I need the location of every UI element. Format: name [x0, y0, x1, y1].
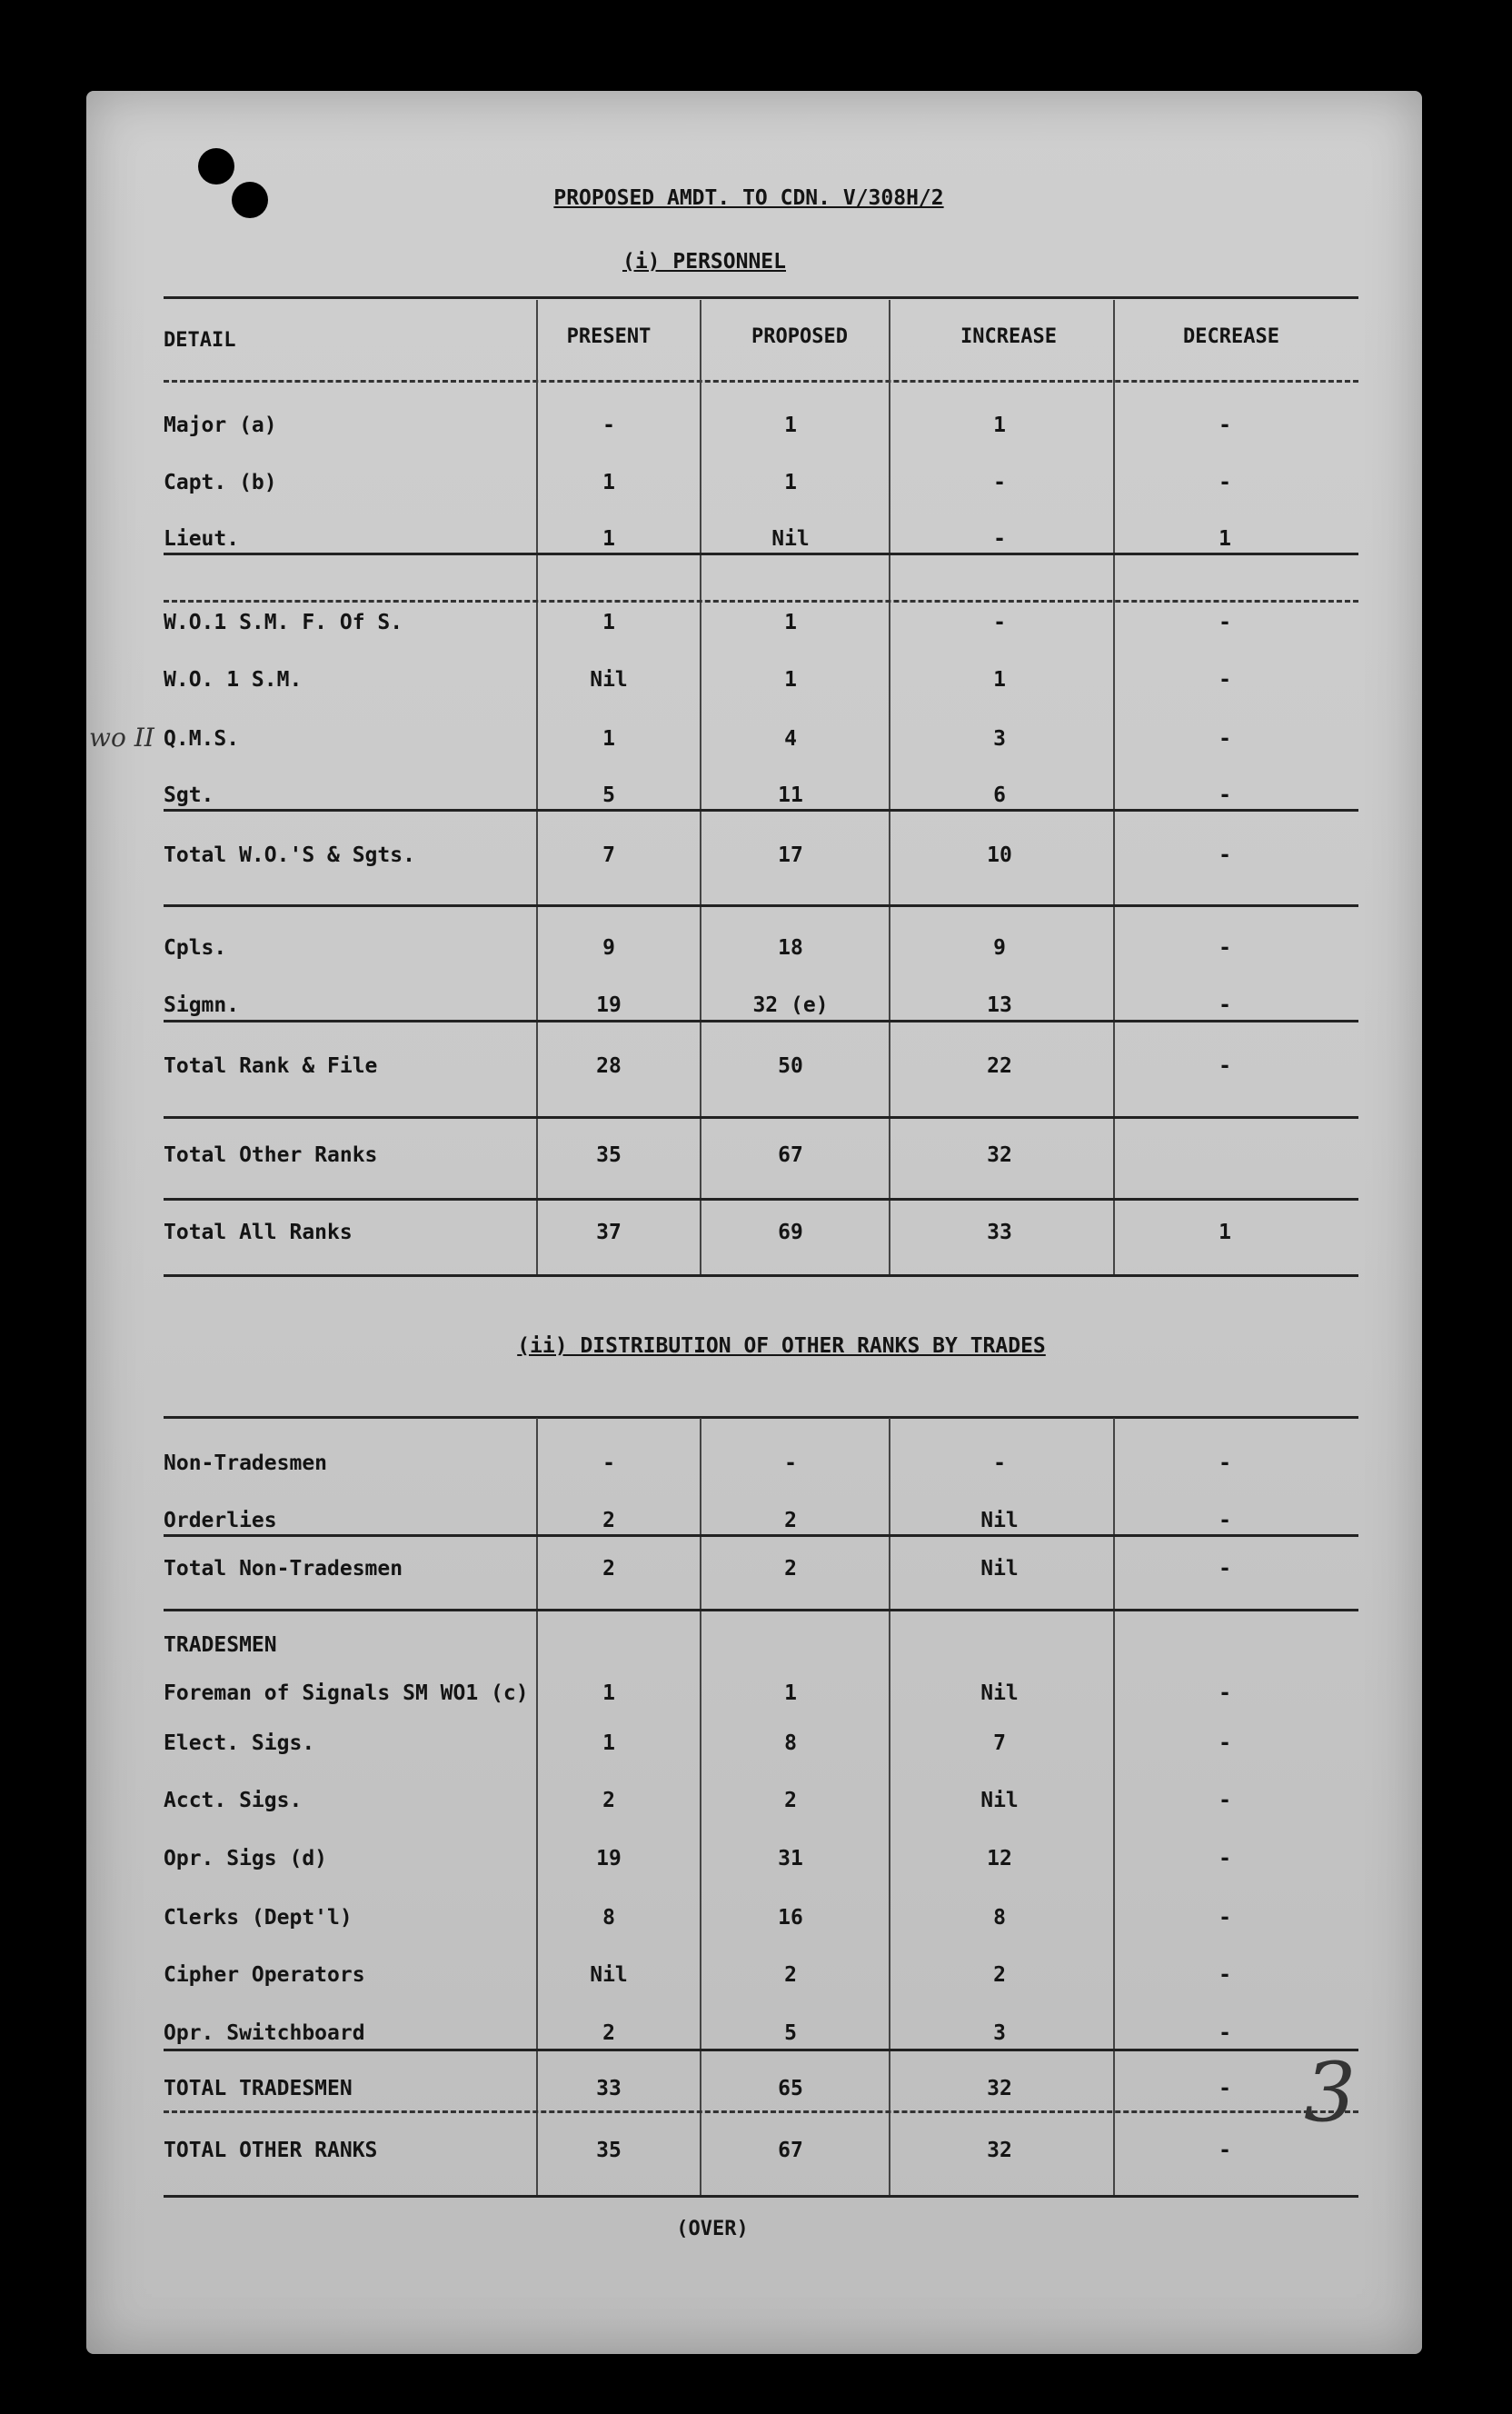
trades-row-detail-cell: TOTAL OTHER RANKS	[164, 2139, 378, 2162]
personnel-row-present-cell: 19	[596, 993, 622, 1017]
trades-row-detail-cell: Non-Tradesmen	[164, 1451, 328, 1475]
trades-row-increase-cell: 32	[987, 2139, 1012, 2162]
personnel-row-proposed-cell: 17	[778, 843, 803, 867]
divider-personnel-1	[536, 300, 538, 1277]
personnel-row-decrease-cell: -	[1219, 611, 1231, 634]
trades-row-detail-cell: Acct. Sigs.	[164, 1789, 303, 1812]
trades-row-detail-cell: Opr. Sigs (d)	[164, 1847, 328, 1870]
trades-row-present-cell: 8	[602, 1906, 615, 1930]
personnel-row-decrease-cell: -	[1219, 936, 1231, 960]
col-header-present: PRESENT	[566, 325, 652, 348]
personnel-row-increase-cell: 9	[993, 936, 1006, 960]
trades-row-present-cell: -	[602, 1451, 615, 1475]
trades-row-detail-cell: Foreman of Signals SM WO1 (c)	[164, 1681, 529, 1705]
personnel-row-proposed-cell: 18	[778, 936, 803, 960]
personnel-row-proposed-cell: 1	[784, 611, 797, 634]
trades-row-detail-cell: TRADESMEN	[164, 1633, 277, 1657]
trades-rule-non-trades	[164, 1609, 1358, 1611]
trades-row-increase-cell: Nil	[980, 1681, 1019, 1705]
personnel-row-proposed-cell: 1	[784, 668, 797, 692]
personnel-row-increase-cell: 1	[993, 668, 1006, 692]
trades-row-proposed-cell: 2	[784, 1789, 797, 1812]
personnel-row-present-cell: 7	[602, 843, 615, 867]
trades-row-increase-cell: 32	[987, 2077, 1012, 2100]
trades-row-present-cell: 35	[596, 2139, 622, 2162]
trades-row-proposed-cell: 8	[784, 1731, 797, 1755]
trades-row-decrease-cell: -	[1219, 2021, 1231, 2045]
trades-row-detail-cell: TOTAL TRADESMEN	[164, 2077, 353, 2100]
trades-row-decrease-cell: -	[1219, 1509, 1231, 1532]
personnel-row-proposed-cell: 1	[784, 471, 797, 494]
personnel-row-decrease-cell: -	[1219, 414, 1231, 437]
personnel-row-present-cell: 1	[602, 611, 615, 634]
personnel-row-increase-cell: 33	[987, 1221, 1012, 1244]
punch-hole-bottom	[232, 182, 268, 218]
personnel-row-proposed-cell: 1	[784, 414, 797, 437]
personnel-row-decrease-cell: 1	[1219, 1221, 1231, 1244]
trades-row-detail-cell: Elect. Sigs.	[164, 1731, 315, 1755]
personnel-row-present-cell: 1	[602, 527, 615, 551]
trades-row-proposed-cell: -	[784, 1451, 797, 1475]
personnel-row-proposed-cell: Nil	[771, 527, 810, 551]
personnel-row-decrease-cell: 1	[1219, 527, 1231, 551]
personnel-row-increase-cell: 3	[993, 727, 1006, 751]
personnel-row-proposed-cell: 11	[778, 783, 803, 807]
trades-row-proposed-cell: 1	[784, 1681, 797, 1705]
personnel-row-proposed-cell: 50	[778, 1054, 803, 1078]
personnel-row-decrease-cell: -	[1219, 993, 1231, 1017]
personnel-row-detail-cell: W.O. 1 S.M.	[164, 668, 303, 692]
personnel-row-increase-cell: -	[993, 471, 1006, 494]
trades-row-proposed-cell: 2	[784, 1509, 797, 1532]
personnel-rule-total-wos	[164, 904, 1358, 907]
personnel-rule-rank-file	[164, 1116, 1358, 1119]
personnel-row-detail-cell: Q.M.S.	[164, 727, 240, 751]
trades-row-present-cell: Nil	[590, 1963, 628, 1987]
trades-row-detail-cell: Opr. Switchboard	[164, 2021, 365, 2045]
trades-row-present-cell: 33	[596, 2077, 622, 2100]
trades-row-detail-cell: Orderlies	[164, 1509, 277, 1532]
trades-row-proposed-cell: 16	[778, 1906, 803, 1930]
personnel-row-detail-cell: Lieut.	[164, 527, 240, 551]
personnel-row-increase-cell: 13	[987, 993, 1012, 1017]
personnel-row-proposed-cell: 4	[784, 727, 797, 751]
personnel-row-decrease-cell: -	[1219, 1054, 1231, 1078]
trades-row-proposed-cell: 67	[778, 2139, 803, 2162]
personnel-rule-other-ranks	[164, 1198, 1358, 1201]
section-personnel-title: (i) PERSONNEL	[622, 250, 787, 274]
handwritten-tick-mark: 3	[1304, 2045, 1357, 2140]
personnel-rule-officers	[164, 553, 1358, 555]
trades-row-increase-cell: Nil	[980, 1789, 1019, 1812]
personnel-row-decrease-cell: -	[1219, 471, 1231, 494]
trades-row-decrease-cell: -	[1219, 1963, 1231, 1987]
trades-row-increase-cell: 7	[993, 1731, 1006, 1755]
personnel-row-proposed-cell: 32 (e)	[752, 993, 829, 1017]
personnel-row-increase-cell: 32	[987, 1143, 1012, 1167]
trades-row-increase-cell: Nil	[980, 1509, 1019, 1532]
trades-row-present-cell: 2	[602, 1557, 615, 1581]
personnel-rule-wos	[164, 600, 1358, 603]
personnel-row-detail-cell: Total All Ranks	[164, 1221, 353, 1244]
personnel-row-proposed-cell: 69	[778, 1221, 803, 1244]
personnel-row-decrease-cell: -	[1219, 783, 1231, 807]
handwritten-margin-note: wo II	[89, 723, 154, 753]
personnel-row-present-cell: 35	[596, 1143, 622, 1167]
divider-personnel-3	[889, 300, 890, 1277]
trades-row-increase-cell: Nil	[980, 1557, 1019, 1581]
personnel-row-present-cell: 9	[602, 936, 615, 960]
trades-row-increase-cell: 3	[993, 2021, 1006, 2045]
trades-row-decrease-cell: -	[1219, 1906, 1231, 1930]
trades-row-proposed-cell: 65	[778, 2077, 803, 2100]
table-top-rule	[164, 296, 1358, 299]
personnel-row-decrease-cell: -	[1219, 727, 1231, 751]
personnel-row-present-cell: Nil	[590, 668, 628, 692]
col-header-decrease: DECREASE	[1183, 325, 1279, 348]
trades-row-present-cell: 2	[602, 1789, 615, 1812]
trades-row-present-cell: 1	[602, 1681, 615, 1705]
trades-row-increase-cell: 8	[993, 1906, 1006, 1930]
trades-rule-total-tradesmen	[164, 2110, 1358, 2113]
personnel-row-detail-cell: Total Other Ranks	[164, 1143, 378, 1167]
trades-row-proposed-cell: 2	[784, 1963, 797, 1987]
col-header-detail: DETAIL	[164, 329, 236, 352]
trades-row-decrease-cell: -	[1219, 1681, 1231, 1705]
personnel-row-proposed-cell: 67	[778, 1143, 803, 1167]
personnel-rule-sigmn	[164, 1020, 1358, 1022]
personnel-row-detail-cell: Cpls.	[164, 936, 227, 960]
col-header-proposed: PROPOSED	[751, 325, 848, 348]
personnel-row-detail-cell: Sigmn.	[164, 993, 240, 1017]
personnel-row-detail-cell: Major (a)	[164, 414, 277, 437]
personnel-row-increase-cell: 1	[993, 414, 1006, 437]
trades-row-detail-cell: Cipher Operators	[164, 1963, 365, 1987]
trades-row-proposed-cell: 31	[778, 1847, 803, 1870]
personnel-rule-bottom	[164, 1274, 1358, 1277]
trades-row-decrease-cell: -	[1219, 1789, 1231, 1812]
trades-row-increase-cell: 12	[987, 1847, 1012, 1870]
col-header-increase: INCREASE	[960, 325, 1057, 348]
trades-row-detail-cell: Total Non-Tradesmen	[164, 1557, 403, 1581]
trades-row-present-cell: 2	[602, 1509, 615, 1532]
trades-row-present-cell: 1	[602, 1731, 615, 1755]
header-bottom-rule	[164, 380, 1358, 383]
trades-row-present-cell: 2	[602, 2021, 615, 2045]
trades-row-decrease-cell: -	[1219, 1451, 1231, 1475]
personnel-row-detail-cell: Total Rank & File	[164, 1054, 378, 1078]
personnel-row-present-cell: -	[602, 414, 615, 437]
trades-row-decrease-cell: -	[1219, 2077, 1231, 2100]
personnel-row-present-cell: 1	[602, 471, 615, 494]
trades-rule-orderlies	[164, 1534, 1358, 1537]
divider-personnel-4	[1113, 300, 1115, 1277]
trades-row-increase-cell: 2	[993, 1963, 1006, 1987]
personnel-row-increase-cell: 22	[987, 1054, 1012, 1078]
personnel-row-present-cell: 5	[602, 783, 615, 807]
personnel-row-detail-cell: Total W.O.'S & Sgts.	[164, 843, 415, 867]
personnel-row-increase-cell: 10	[987, 843, 1012, 867]
personnel-rule-sgts	[164, 809, 1358, 812]
punch-hole-top	[198, 148, 234, 185]
personnel-row-present-cell: 28	[596, 1054, 622, 1078]
personnel-row-present-cell: 37	[596, 1221, 622, 1244]
personnel-row-present-cell: 1	[602, 727, 615, 751]
document-title: PROPOSED AMDT. TO CDN. V/308H/2	[553, 186, 944, 210]
trades-row-present-cell: 19	[596, 1847, 622, 1870]
personnel-row-detail-cell: Capt. (b)	[164, 471, 277, 494]
personnel-row-increase-cell: -	[993, 527, 1006, 551]
trades-row-decrease-cell: -	[1219, 1847, 1231, 1870]
trades-row-increase-cell: -	[993, 1451, 1006, 1475]
trades-row-decrease-cell: -	[1219, 1731, 1231, 1755]
trades-top-rule	[164, 1416, 1358, 1419]
trades-rule-bottom	[164, 2195, 1358, 2198]
personnel-row-decrease-cell: -	[1219, 668, 1231, 692]
trades-row-proposed-cell: 2	[784, 1557, 797, 1581]
trades-rule-switchboard	[164, 2049, 1358, 2051]
trades-row-proposed-cell: 5	[784, 2021, 797, 2045]
divider-personnel-2	[700, 300, 701, 1277]
personnel-row-increase-cell: -	[993, 611, 1006, 634]
page-footer: (OVER)	[676, 2218, 749, 2240]
trades-row-detail-cell: Clerks (Dept'l)	[164, 1906, 353, 1930]
personnel-row-detail-cell: Sgt.	[164, 783, 214, 807]
trades-row-decrease-cell: -	[1219, 2139, 1231, 2162]
personnel-row-decrease-cell: -	[1219, 843, 1231, 867]
trades-row-decrease-cell: -	[1219, 1557, 1231, 1581]
personnel-row-increase-cell: 6	[993, 783, 1006, 807]
section-trades-title: (ii) DISTRIBUTION OF OTHER RANKS BY TRADES	[517, 1334, 1046, 1358]
personnel-row-detail-cell: W.O.1 S.M. F. Of S.	[164, 611, 403, 634]
